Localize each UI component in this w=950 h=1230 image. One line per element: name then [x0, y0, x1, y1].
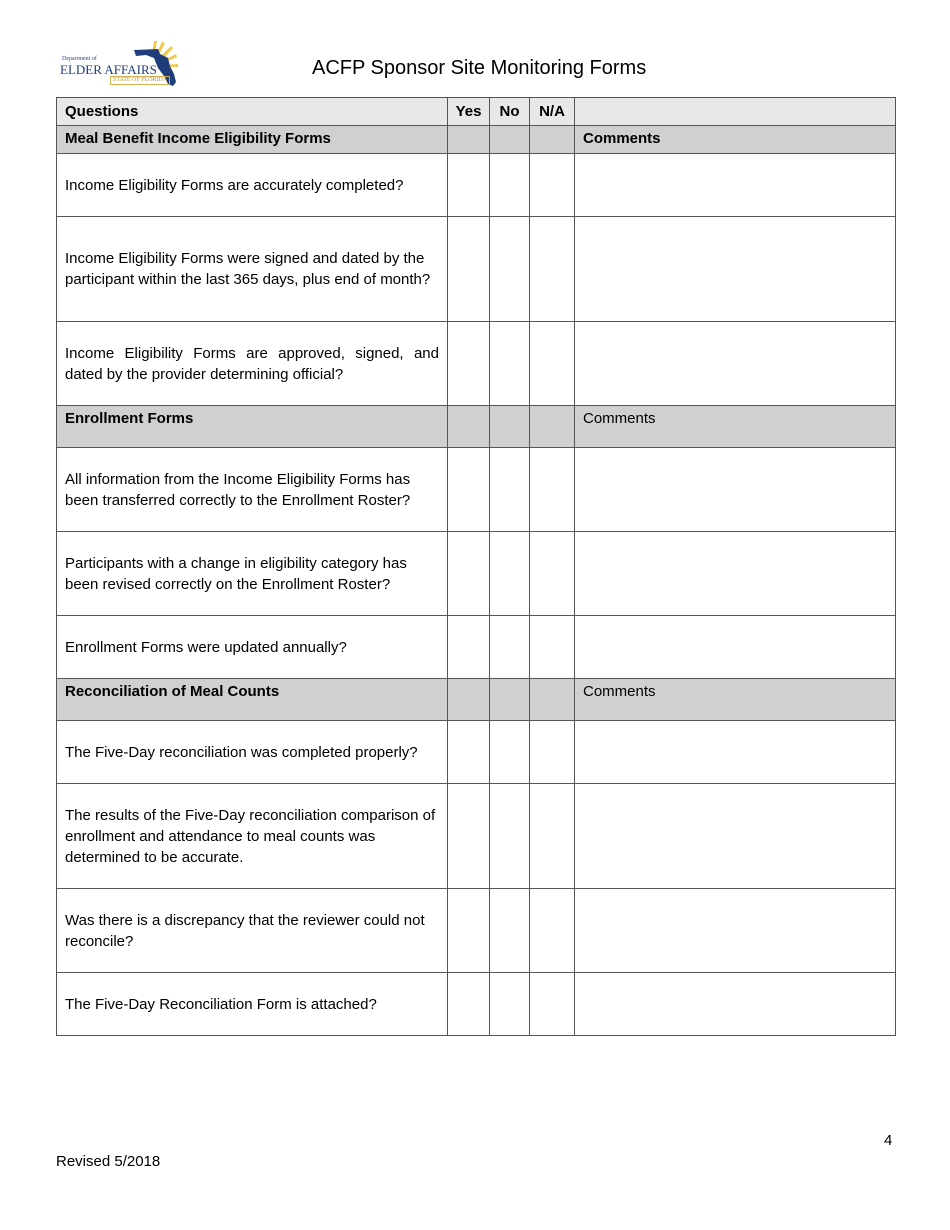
table-row — [57, 889, 896, 973]
na-cell[interactable] — [530, 532, 575, 616]
no-cell[interactable] — [490, 532, 530, 616]
table-row — [57, 448, 896, 532]
column-header-no: No — [490, 98, 530, 126]
question-text: Was there is a discrepancy that the reviewer could not reconcile? — [57, 889, 448, 973]
comments-cell[interactable] — [575, 784, 896, 889]
section-row-income-eligibility — [57, 126, 896, 154]
question-text: Income Eligibility Forms were signed and dated by the participant within the last 365 days, plus end of month? — [57, 217, 448, 322]
table-row — [57, 154, 896, 217]
section-yes-cell — [448, 406, 490, 448]
question-text: The results of the Five-Day reconciliation comparison of enrollment and attendance to meal counts was determined to be accurate. — [57, 784, 448, 889]
page-title: ACFP Sponsor Site Monitoring Forms — [312, 57, 647, 79]
na-cell[interactable] — [530, 322, 575, 406]
yes-cell[interactable] — [448, 616, 490, 679]
column-header-comments — [575, 98, 896, 126]
yes-cell[interactable] — [448, 448, 490, 532]
na-cell[interactable] — [530, 217, 575, 322]
table-row — [57, 322, 896, 406]
table-row — [57, 784, 896, 889]
no-cell[interactable] — [490, 616, 530, 679]
page-number: 4 — [884, 1132, 893, 1149]
no-cell[interactable] — [490, 322, 530, 406]
question-text: Income Eligibility Forms are approved, signed, and dated by the provider determining official? — [57, 322, 448, 406]
column-header-na: N/A — [530, 98, 575, 126]
yes-cell[interactable] — [448, 217, 490, 322]
question-text: Enrollment Forms were updated annually? — [57, 616, 448, 679]
question-text: All information from the Income Eligibility Forms has been transferred correctly to the Enrollment Roster? — [57, 448, 448, 532]
section-na-cell — [530, 126, 575, 154]
section-no-cell — [490, 679, 530, 721]
comments-cell[interactable] — [575, 532, 896, 616]
section-na-cell — [530, 406, 575, 448]
section-comments-label: Comments — [575, 406, 896, 448]
elder-affairs-logo — [58, 40, 188, 88]
question-text: Participants with a change in eligibility category has been revised correctly on the Enrollment Roster? — [57, 532, 448, 616]
section-yes-cell — [448, 679, 490, 721]
no-cell[interactable] — [490, 154, 530, 217]
na-cell[interactable] — [530, 154, 575, 217]
column-header-questions: Questions — [57, 98, 448, 126]
yes-cell[interactable] — [448, 721, 490, 784]
comments-cell[interactable] — [575, 322, 896, 406]
table-header-row — [57, 98, 896, 126]
table-row — [57, 616, 896, 679]
revised-date: Revised 5/2018 — [56, 1153, 161, 1170]
yes-cell[interactable] — [448, 532, 490, 616]
no-cell[interactable] — [490, 973, 530, 1036]
na-cell[interactable] — [530, 721, 575, 784]
table-row — [57, 973, 896, 1036]
section-comments-label: Comments — [575, 126, 896, 154]
na-cell[interactable] — [530, 889, 575, 973]
no-cell[interactable] — [490, 889, 530, 973]
section-row-reconciliation — [57, 679, 896, 721]
logo-department-label: Department of — [62, 56, 97, 62]
yes-cell[interactable] — [448, 889, 490, 973]
comments-cell[interactable] — [575, 217, 896, 322]
comments-cell[interactable] — [575, 154, 896, 217]
logo-state: STATE OF FLORIDA — [110, 76, 170, 85]
section-no-cell — [490, 126, 530, 154]
section-row-enrollment — [57, 406, 896, 448]
section-title: Enrollment Forms — [57, 406, 448, 448]
section-comments-label: Comments — [575, 679, 896, 721]
column-header-yes: Yes — [448, 98, 490, 126]
monitoring-form-table — [56, 97, 896, 1036]
no-cell[interactable] — [490, 448, 530, 532]
comments-cell[interactable] — [575, 889, 896, 973]
comments-cell[interactable] — [575, 721, 896, 784]
yes-cell[interactable] — [448, 322, 490, 406]
table-row — [57, 721, 896, 784]
section-title: Meal Benefit Income Eligibility Forms — [57, 126, 448, 154]
table-row — [57, 217, 896, 322]
logo-name: ELDER AFFAIRS — [60, 62, 157, 77]
na-cell[interactable] — [530, 448, 575, 532]
question-text: The Five-Day reconciliation was completed properly? — [57, 721, 448, 784]
table-row — [57, 532, 896, 616]
yes-cell[interactable] — [448, 973, 490, 1036]
na-cell[interactable] — [530, 784, 575, 889]
no-cell[interactable] — [490, 721, 530, 784]
na-cell[interactable] — [530, 616, 575, 679]
comments-cell[interactable] — [575, 973, 896, 1036]
no-cell[interactable] — [490, 217, 530, 322]
yes-cell[interactable] — [448, 154, 490, 217]
section-no-cell — [490, 406, 530, 448]
section-na-cell — [530, 679, 575, 721]
yes-cell[interactable] — [448, 784, 490, 889]
no-cell[interactable] — [490, 784, 530, 889]
question-text: The Five-Day Reconciliation Form is attached? — [57, 973, 448, 1036]
comments-cell[interactable] — [575, 448, 896, 532]
na-cell[interactable] — [530, 973, 575, 1036]
question-text: Income Eligibility Forms are accurately completed? — [57, 154, 448, 217]
comments-cell[interactable] — [575, 616, 896, 679]
section-title: Reconciliation of Meal Counts — [57, 679, 448, 721]
section-yes-cell — [448, 126, 490, 154]
